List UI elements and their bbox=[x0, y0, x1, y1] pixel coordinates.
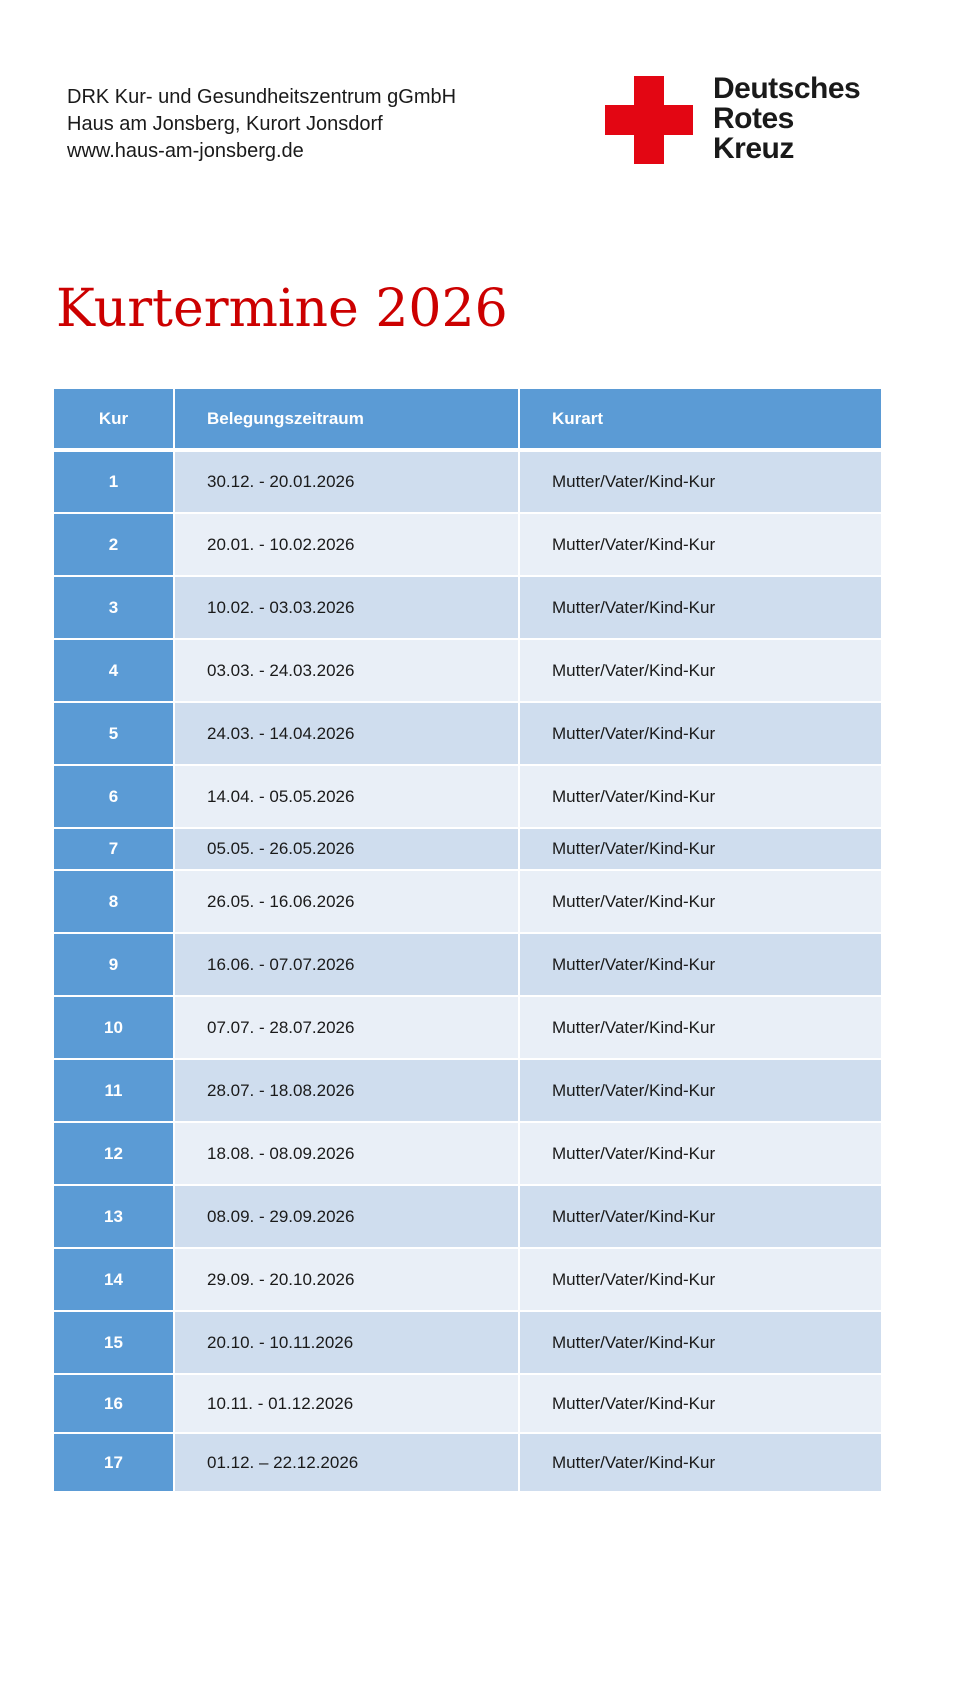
kur-number: 17 bbox=[54, 1433, 174, 1492]
kurart: Mutter/Vater/Kind-Kur bbox=[519, 996, 881, 1059]
org-location: Haus am Jonsberg, Kurort Jonsdorf bbox=[67, 113, 383, 135]
table-row bbox=[54, 576, 881, 639]
table-row bbox=[54, 1185, 881, 1248]
page-title: Kurtermine 2026 bbox=[56, 279, 508, 339]
belegungszeitraum: 01.12. – 22.12.2026 bbox=[174, 1433, 519, 1492]
kurart: Mutter/Vater/Kind-Kur bbox=[519, 702, 881, 765]
kurart: Mutter/Vater/Kind-Kur bbox=[519, 1248, 881, 1311]
kur-number: 10 bbox=[54, 996, 174, 1059]
org-name: DRK Kur- und Gesundheitszentrum gGmbH bbox=[67, 86, 457, 108]
belegungszeitraum: 20.10. - 10.11.2026 bbox=[174, 1311, 519, 1374]
belegungszeitraum: 30.12. - 20.01.2026 bbox=[174, 450, 519, 513]
table-row bbox=[54, 1433, 881, 1492]
logo-line-2: Rotes bbox=[713, 102, 794, 135]
table-row bbox=[54, 996, 881, 1059]
kurart: Mutter/Vater/Kind-Kur bbox=[519, 1374, 881, 1433]
table-row bbox=[54, 870, 881, 933]
belegungszeitraum: 05.05. - 26.05.2026 bbox=[174, 828, 519, 870]
kur-number: 5 bbox=[54, 702, 174, 765]
belegungszeitraum: 24.03. - 14.04.2026 bbox=[174, 702, 519, 765]
kurart: Mutter/Vater/Kind-Kur bbox=[519, 870, 881, 933]
kurart: Mutter/Vater/Kind-Kur bbox=[519, 576, 881, 639]
organization-address bbox=[67, 84, 456, 165]
kur-number: 6 bbox=[54, 765, 174, 828]
kur-number: 9 bbox=[54, 933, 174, 996]
kur-number: 16 bbox=[54, 1374, 174, 1433]
drk-logo bbox=[605, 72, 885, 166]
kurart: Mutter/Vater/Kind-Kur bbox=[519, 1122, 881, 1185]
schedule-table bbox=[54, 389, 881, 1493]
kur-number: 4 bbox=[54, 639, 174, 702]
kurart: Mutter/Vater/Kind-Kur bbox=[519, 639, 881, 702]
table-row bbox=[54, 828, 881, 870]
logo-wordmark bbox=[713, 74, 860, 164]
logo-line-1: Deutsches bbox=[713, 72, 861, 105]
belegungszeitraum: 10.02. - 03.03.2026 bbox=[174, 576, 519, 639]
kurart: Mutter/Vater/Kind-Kur bbox=[519, 1059, 881, 1122]
kurart: Mutter/Vater/Kind-Kur bbox=[519, 1185, 881, 1248]
kur-number: 11 bbox=[54, 1059, 174, 1122]
kurart: Mutter/Vater/Kind-Kur bbox=[519, 450, 881, 513]
table-row bbox=[54, 1122, 881, 1185]
column-header-kur: Kur bbox=[54, 389, 174, 450]
kur-number: 3 bbox=[54, 576, 174, 639]
belegungszeitraum: 29.09. - 20.10.2026 bbox=[174, 1248, 519, 1311]
table-row bbox=[54, 702, 881, 765]
kur-number: 14 bbox=[54, 1248, 174, 1311]
table-row bbox=[54, 765, 881, 828]
table-row bbox=[54, 1311, 881, 1374]
logo-line-3: Kreuz bbox=[713, 132, 794, 165]
belegungszeitraum: 10.11. - 01.12.2026 bbox=[174, 1374, 519, 1433]
table-row bbox=[54, 1248, 881, 1311]
table-header-row bbox=[54, 389, 881, 450]
kurart: Mutter/Vater/Kind-Kur bbox=[519, 765, 881, 828]
belegungszeitraum: 16.06. - 07.07.2026 bbox=[174, 933, 519, 996]
belegungszeitraum: 08.09. - 29.09.2026 bbox=[174, 1185, 519, 1248]
kurart: Mutter/Vater/Kind-Kur bbox=[519, 1311, 881, 1374]
column-header-zeitraum: Belegungszeitraum bbox=[174, 389, 519, 450]
kur-number: 7 bbox=[54, 828, 174, 870]
belegungszeitraum: 26.05. - 16.06.2026 bbox=[174, 870, 519, 933]
kurart: Mutter/Vater/Kind-Kur bbox=[519, 1433, 881, 1492]
column-header-kurart: Kurart bbox=[519, 389, 881, 450]
kur-number: 13 bbox=[54, 1185, 174, 1248]
table-row bbox=[54, 1374, 881, 1433]
kur-number: 8 bbox=[54, 870, 174, 933]
kur-number: 2 bbox=[54, 513, 174, 576]
kurart: Mutter/Vater/Kind-Kur bbox=[519, 828, 881, 870]
belegungszeitraum: 14.04. - 05.05.2026 bbox=[174, 765, 519, 828]
kurart: Mutter/Vater/Kind-Kur bbox=[519, 933, 881, 996]
belegungszeitraum: 20.01. - 10.02.2026 bbox=[174, 513, 519, 576]
org-website: www.haus-am-jonsberg.de bbox=[67, 140, 304, 162]
kur-number: 15 bbox=[54, 1311, 174, 1374]
table-row bbox=[54, 513, 881, 576]
kur-number: 1 bbox=[54, 450, 174, 513]
kurart: Mutter/Vater/Kind-Kur bbox=[519, 513, 881, 576]
kur-number: 12 bbox=[54, 1122, 174, 1185]
table-row bbox=[54, 933, 881, 996]
belegungszeitraum: 07.07. - 28.07.2026 bbox=[174, 996, 519, 1059]
table-row bbox=[54, 450, 881, 513]
belegungszeitraum: 18.08. - 08.09.2026 bbox=[174, 1122, 519, 1185]
red-cross-icon bbox=[605, 76, 693, 164]
table-row bbox=[54, 1059, 881, 1122]
belegungszeitraum: 28.07. - 18.08.2026 bbox=[174, 1059, 519, 1122]
table-row bbox=[54, 639, 881, 702]
belegungszeitraum: 03.03. - 24.03.2026 bbox=[174, 639, 519, 702]
